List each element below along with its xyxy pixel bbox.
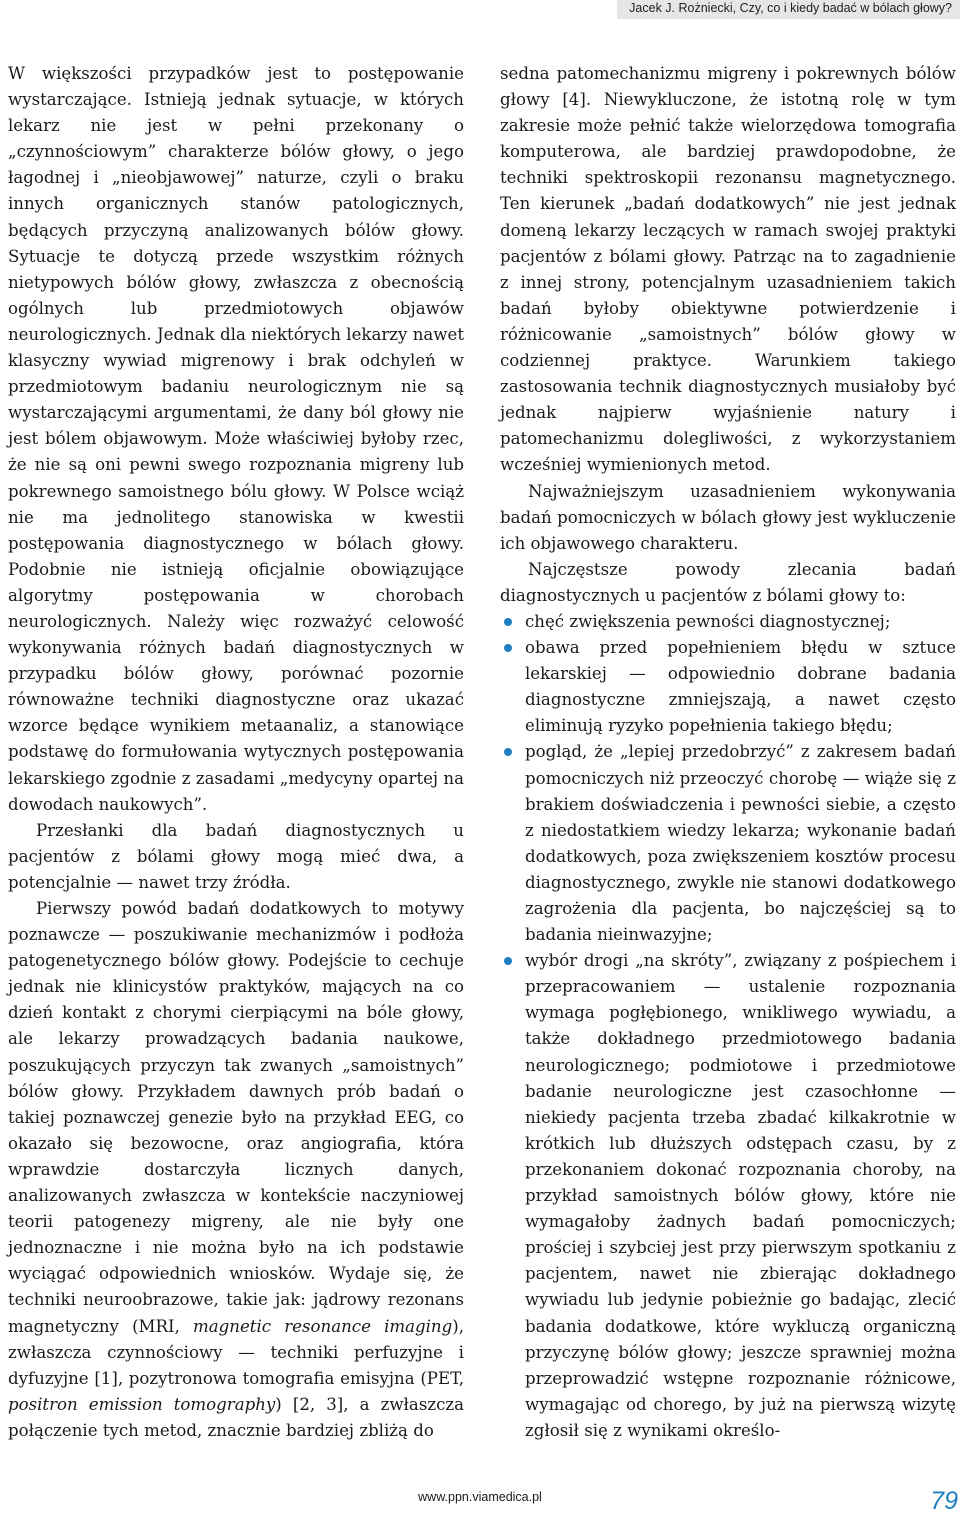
paragraph [8,896,464,1444]
paragraph-text: ), zwłaszcza czynnościowy — techniki perfuzyjne i dyfuzyjne [1], pozytronowa tomografia emisyjna (PET, [8,1316,464,1388]
list-item-text: wybór drogi „na skróty”, związany z pośpiechem i przepracowaniem — ustalenie rozpoznania wymaga pogłębionego, wnikliwego wywiadu, a także dokładnego przedmiotowego badania neurologicznego; podmiotowe i przedmiotowe badanie neurologiczne jest czasochłonne — niekiedy pacjenta trzeba zbadać kilkakrotnie w krótkich lub dłuższych odstępach czasu, by z przekonaniem dokonać rozpoznania choroby, na przykład samoistnych bólów głowy, które nie wymagałoby żadnych badań pomocniczych; prościej i szybciej jest przy pierwszym spotkaniu z pacjentem, nawet nie zbierając dokładnego wywiadu lub jedynie pobieżnie go badając, zlecić badania dodatkowe, które wykluczą organiczną przyczynę bólów głowy; jeszcze sprawniej można przeprowadzić wstępne rozpoznanie różnicowe, wymagając od chorego, by już na pierwszą wizytę zgłosił się z wynikami określo- [525,951,956,1440]
emphasis-term: positron emission tomography [8,1394,276,1414]
right-column [500,61,956,1444]
paragraph: Przesłanki dla badań diagnostycznych u pacjentów z bólami głowy mogą mieć dwa, a potencjalnie — nawet trzy źródła. [8,820,464,892]
paragraph: Najczęstsze powody zlecania badań diagnostycznych u pacjentów z bólami głowy to: [500,559,956,605]
running-head-text: Jacek J. Rożniecki, Czy, co i kiedy badać w bólach głowy? [617,0,960,19]
bullet-icon [504,618,512,626]
page-number: 79 [930,1487,958,1515]
list-item [500,948,956,1444]
paragraph: W większości przypadków jest to postępowanie wystarczające. Istnieją jednak sytuacje, w których lekarz nie jest w pełni przekonany o „czynnościowym” charakterze bólów głowy, o jego łagodnej i „nieobjawowej” naturze, czyli o braku innych organicznych stanów patologicznych, będących przyczyną analizowanych bólów głowy. Sytuacje te dotyczą przede wszystkim różnych nietypowych bólów głowy, zwłaszcza z obecnością ogólnych lub przedmiotowych objawów neurologicznych. Jednak dla niektórych lekarzy nawet klasyczny wywiad migrenowy i brak odchyleń w przedmiotowym badaniu neurologicznym nie są wystarczającymi argumentami, że dany ból głowy nie jest bólem objawowym. Może właściwiej byłoby rzec, że nie są oni pewni swego rozpoznania migreny lub pokrewnego samoistnego bólu głowy. W Polsce wciąż nie ma jednolitego stanowiska w kwestii postępowania diagnostycznego w bólach głowy. Podobnie nie istnieją oficjalnie obowiązujące algorytmy postępowania w chorobach neurologicznych. Należy więc rozważyć celowość wykonywania różnych badań diagnostycznych w przypadku bólów głowy, porównać pozornie równoważne techniki diagnostyczne oraz ukazać wzorce będące wynikiem metaanaliz, a stanowiące podstawę do formułowania wytycznych postępowania lekarskiego zgodnie z zasadami „medycyny opartej na dowodach naukowych”. [8,64,464,814]
bullet-icon [504,748,512,756]
running-header [0,0,960,20]
list-item-text: pogląd, że „lepiej przedobrzyć” z zakresem badań pomocniczych niż przeoczyć chorobę — wiąże się z brakiem doświadczenia i pewności siebie, a często z niedostatkiem wiedzy lekarza; wykonanie badań dodatkowych, poza zwiększeniem kosztów procesu diagnostycznego, zwykle nie stanowi dodatkowego zagrożenia dla pacjenta, bo najczęściej są to badania nieinwazyjne; [525,742,956,945]
list-item-text: obawa przed popełnieniem błędu w sztuce lekarskiej — odpowiednio dobrane badania diagnostyczne zmniejszają, a nawet często eliminują ryzyko popełnienia takiego błędu; [525,638,956,736]
list-item [500,635,956,739]
paragraph: Najważniejszym uzasadnieniem wykonywania badań pomocniczych w bólach głowy jest wykluczenie ich objawowego charakteru. [500,481,956,553]
paragraph-text: ) [2, 3], a zwłaszcza połączenie tych metod, znacznie bardziej zbliżą do [8,1394,465,1440]
list-item [500,739,956,948]
bullet-icon [504,957,512,965]
emphasis-term: magnetic resonance imaging [193,1316,453,1336]
journal-url[interactable]: www.ppn.viamedica.pl [418,1490,542,1504]
bullet-icon [504,644,512,652]
paragraph-text: Pierwszy powód badań dodatkowych to motywy poznawcze — poszukiwanie mechanizmów i podłoża patogenetycznego bólów głowy. Podejście to cechuje jednak nie klinicystów praktyków, mających na co dzień kontakt z chorymi cierpiącymi na bóle głowy, ale lekarzy prowadzących badania naukowe, poszukujących przyczyn tak zwanych „samoistnych” bólów głowy. Przykładem dawnych prób badań o takiej poznawczej genezie było na przykład EEG, co okazało się bezowocne, oraz angiografia, która wprawdzie dostarczyła licznych danych, analizowanych zwłaszcza w kontekście naczyniowej teorii patogenezy migreny, ale nie były one jednoznaczne i nie można było na ich podstawie wyciągać odpowiednich wniosków. Wydaje się, że techniki neuroobrazowe, takie jak: jądrowy rezonans magnetyczny (MRI, [8,899,464,1336]
bullet-list [500,609,956,1444]
list-item-text: chęć zwiększenia pewności diagnostycznej; [525,611,891,631]
left-column [8,61,464,1444]
list-item [500,609,956,635]
paragraph: sedna patomechanizmu migreny i pokrewnych bólów głowy [4]. Niewykluczone, że istotną rolę w tym zakresie może pełnić także wielorzędowa tomografia komputerowa, ale bardziej prawdopodobne, że techniki spektroskopii rezonansu magnetycznego. Ten kierunek „badań dodatkowych” nie jest jednak domeną lekarzy leczących w ramach swojej praktyki pacjentów z bólami głowy. Patrząc na to zagadnienie z innej strony, potencjalnym uzasadnieniem takich badań byłoby obiektywne potwierdzenie i różnicowanie „samoistnych” bólów głowy w codziennej praktyce. Warunkiem takiego zastosowania technik diagnostycznych musiałoby być jednak najpierw wyjaśnienie natury i patomechanizmu dolegliwości, z wykorzystaniem wcześniej wymienionych metod. [500,64,956,475]
